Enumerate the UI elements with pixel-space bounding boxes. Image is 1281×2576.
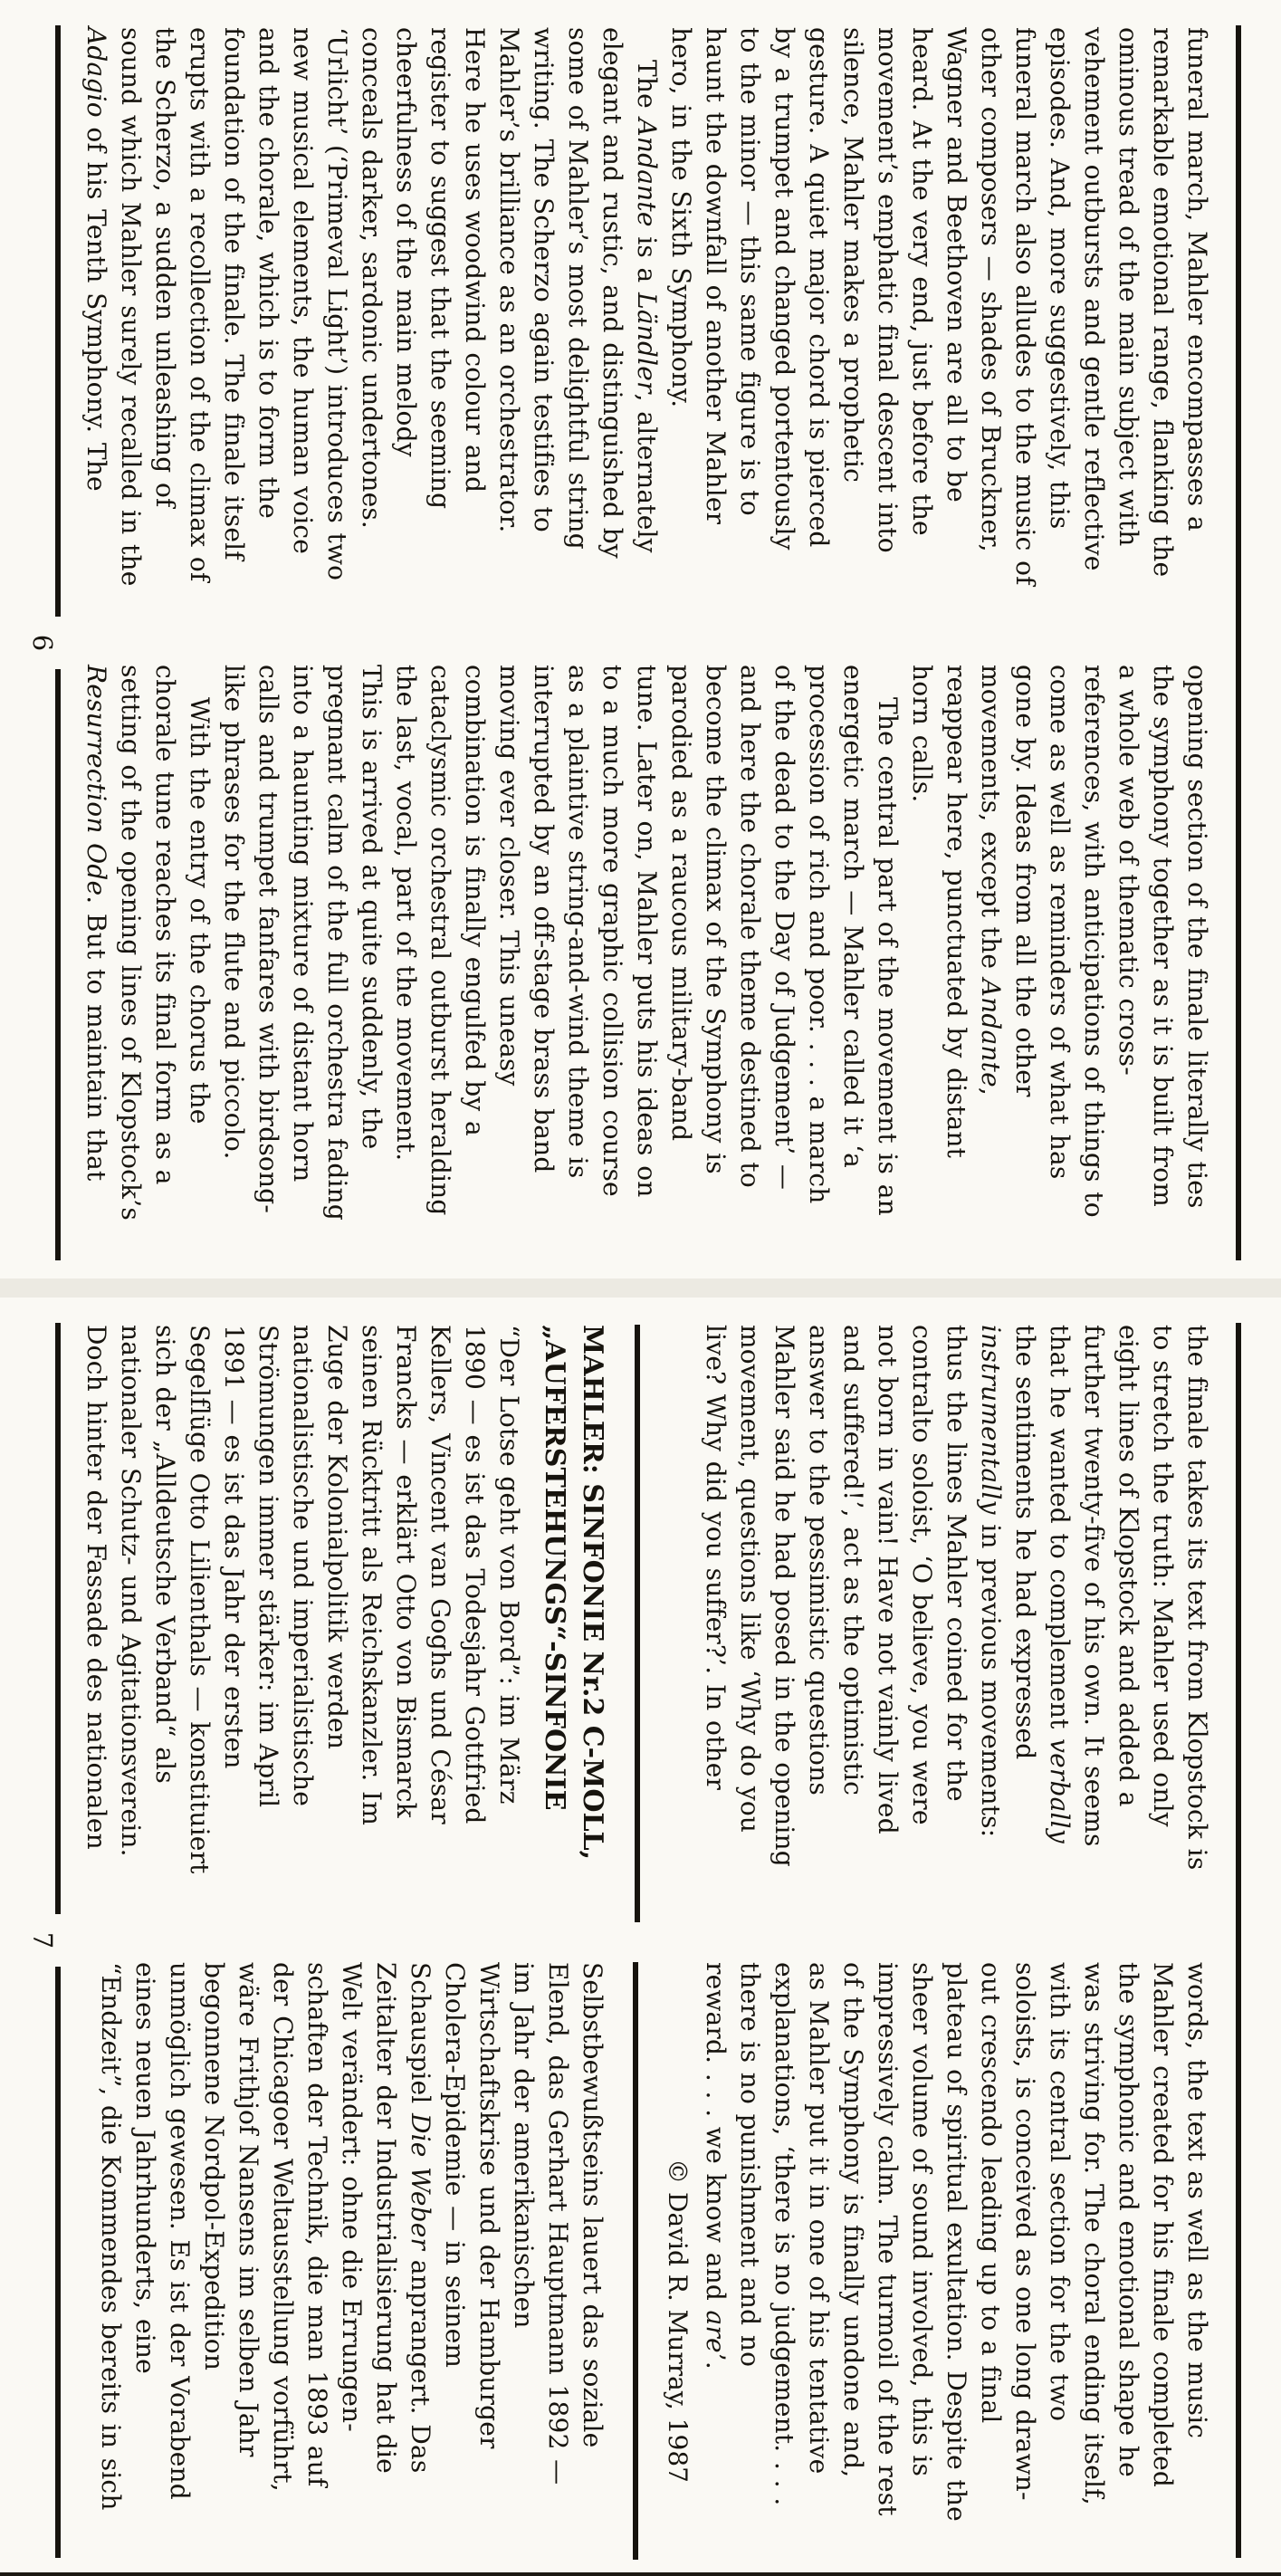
text-line: of the dead to the Day of Judgement’ — <box>770 665 799 1191</box>
text-line: pregnant calm of the full orchestra fading <box>322 665 352 1221</box>
text-line: there is no punishment and no <box>735 1962 765 2368</box>
text-line: The central part of the movement is an <box>873 697 903 1216</box>
text-line: the symphony together as it is built from <box>1148 665 1178 1207</box>
text-line: Mahler said he had posed in the opening <box>770 1325 799 1867</box>
text-line: to stretch the truth: Mahler used only <box>1148 1325 1178 1827</box>
page-6-column-1 <box>79 27 1214 625</box>
page-6 <box>0 0 1281 1278</box>
text-line: Francks — erklärt Otto von Bismarck <box>391 1325 421 1818</box>
page-6-column-2 <box>79 665 1214 1262</box>
text-line: moving ever closer. This uneasy <box>494 665 524 1087</box>
text-line: With the entry of the chorus the <box>185 697 215 1125</box>
text-line: This is arrived at quite suddenly, the <box>357 665 387 1150</box>
page-7-bottom-rule <box>27 1323 61 2558</box>
page-6-top-rule <box>1236 25 1241 1260</box>
section-divider-rule <box>633 1962 638 2560</box>
text-line: by a trumpet and changed portentously <box>770 27 799 551</box>
page-7-column-1 <box>79 1325 1214 1922</box>
text-line: episodes. And, more suggestively, this <box>1045 27 1075 530</box>
text-line: heard. At the very end, just before the <box>907 27 937 536</box>
text-line: gone by. Ideas from all the other <box>1010 665 1040 1097</box>
text-line: Segelflüge Otto Lilienthals — konstituiert <box>185 1325 215 1874</box>
text-line: of the Symphony is finally undone and, <box>838 1962 868 2478</box>
text-line: Zeitalter der Industrialisierung hat die <box>371 1962 401 2474</box>
text-line: out crescendo leading up to a final <box>976 1962 1006 2424</box>
page-7-column-2 <box>79 1962 1214 2560</box>
text-line: other composers — shades of Bruckner, <box>976 27 1006 552</box>
text-line: im Jahr der amerikanischen <box>509 1962 539 2329</box>
text-line: contralto soloist, ‘O believe, you were <box>907 1325 937 1825</box>
text-line: 1890 — es ist das Todesjahr Gottfried <box>460 1325 490 1824</box>
text-line: the last, vocal, part of the movement. <box>391 665 421 1162</box>
text-line: sheer volume of sound involved, this is <box>907 1962 937 2477</box>
page-6-columns <box>79 27 1214 1262</box>
text-line: references, with anticipations of things to <box>1079 665 1109 1218</box>
text-line: not born in vain! Have not vainly lived <box>873 1325 903 1834</box>
text-line: parodied as a raucous military-band <box>666 665 696 1142</box>
text-line: live? Why did you suffer?’. In other <box>701 1325 731 1791</box>
page-7-top-rule <box>1236 1323 1241 2558</box>
text-line: funeral march also alludes to the music of <box>1010 27 1040 586</box>
text-line: words, the text as well as the music <box>1182 1962 1212 2439</box>
text-line: the finale takes its text from Klopstock is <box>1182 1325 1212 1871</box>
text-line: answer to the pessimistic questions <box>804 1325 834 1796</box>
text-line: Here he uses woodwind colour and <box>460 27 490 493</box>
text-line: remarkable emotional range, flanking the <box>1148 27 1178 578</box>
page-7 <box>0 1298 1281 2576</box>
text-line: Wagner and Beethoven are all to be <box>942 27 971 503</box>
text-line: begonnene Nordpol-Expedition <box>199 1962 229 2371</box>
text-line: gesture. A quiet major chord is pierced <box>804 27 834 548</box>
text-line: the sentiments he had expressed <box>1010 1325 1040 1760</box>
text-line: as Mahler put it in one of his tentative <box>804 1962 834 2475</box>
text-line: movements, except the Andante, <box>976 665 1006 1096</box>
text-line: Mahler created for his finale completed <box>1148 1962 1178 2488</box>
author-credit: © David R. Murray, 1987 <box>663 2159 693 2483</box>
text-line: haunt the downfall of another Mahler <box>701 27 731 525</box>
text-line: to the minor — this same figure is to <box>735 27 765 516</box>
text-line: soloists, is conceived as one long drawn- <box>1010 1962 1040 2501</box>
text-line: opening section of the finale literally ties <box>1182 665 1212 1209</box>
text-line: silence, Mahler makes a prophetic <box>838 27 868 483</box>
text-line: Zuge der Kolonialpolitik werden <box>322 1325 352 1750</box>
section-heading-line: „AUFERSTEHUNGS“-SINFONIE <box>539 1325 570 1811</box>
rule-segment <box>55 1967 61 2558</box>
text-line: explanations, ‘there is no judgement. . . . <box>770 1962 799 2506</box>
text-line: writing. The Scherzo again testifies to <box>529 27 559 532</box>
text-line: to a much more graphic collision course <box>597 665 627 1197</box>
text-line: ominous tread of the main subject with <box>1114 27 1143 547</box>
text-line: cataclysmic orchestral outburst heralding <box>425 665 455 1216</box>
text-line: schaften der Technik, die man 1893 auf <box>302 1962 332 2487</box>
text-line: “Endzeit”, die Kommendes bereits in sich <box>96 1962 126 2511</box>
text-line: Doch hinter der Fassade des nationalen <box>81 1325 111 1850</box>
text-line: foundation of the finale. The finale itself <box>219 27 249 560</box>
text-line: and here the chorale theme destined to <box>735 665 765 1188</box>
section-divider-rule <box>635 1325 640 1922</box>
text-line: eight lines of Klopstock and added a <box>1114 1325 1143 1807</box>
text-line: conceals darker, sardonic undertones. <box>357 27 387 530</box>
text-line: wäre Frithjof Nansens im selben Jahr <box>234 1962 263 2457</box>
text-line: eines neuen Jahrhunderts, eine <box>130 1962 160 2374</box>
text-line: calls and trumpet fanfares with birdsong- <box>253 665 283 1213</box>
text-line: Kellers, Vincent van Goghs und César <box>425 1325 455 1824</box>
text-line: “Der Lotse geht von Bord”: im März <box>494 1325 524 1805</box>
text-line: was striving for. The choral ending itself, <box>1079 1962 1109 2505</box>
text-line: setting of the opening lines of Klopstock’s <box>116 665 146 1221</box>
text-line: become the climax of the Symphony is <box>701 665 731 1174</box>
text-line: nationalistische und imperialistische <box>288 1325 318 1807</box>
text-line: ‘Urlicht’ (‘Primeval Light’) introduces two <box>322 27 352 581</box>
text-line: as a plaintive string-and-wind theme is <box>563 665 593 1179</box>
text-line: seinen Rücktritt als Reichskanzler. Im <box>357 1325 387 1826</box>
text-line: elegant and rustic, and distinguished by <box>597 27 627 559</box>
text-line: movement’s emphatic final descent into <box>873 27 903 553</box>
text-line: with its central section for the two <box>1045 1962 1075 2422</box>
scan-edge <box>0 2572 1281 2576</box>
text-line: and the chorale, which is to form the <box>253 27 283 519</box>
text-line: impressively calm. The turmoil of the rest <box>873 1962 903 2516</box>
text-line: come as well as reminders of what has <box>1045 665 1075 1180</box>
text-line: sound which Mahler surely recalled in the <box>116 27 146 587</box>
page-6-bottom-rule <box>27 25 61 1260</box>
text-line: hero, in the Sixth Symphony. <box>666 27 696 408</box>
text-line: the Scherzo, a sudden unleashing of <box>150 27 180 508</box>
rule-segment <box>55 669 61 1260</box>
text-line: der Chicagoer Weltausstellung vorführt, <box>268 1962 298 2492</box>
text-line: like phrases for the flute and piccolo. <box>219 665 249 1160</box>
page-gutter <box>0 1278 1281 1298</box>
text-line: Selbstbewußtseins lauert das soziale <box>578 1962 607 2448</box>
text-line: thus the lines Mahler coined for the <box>942 1325 971 1802</box>
text-line: new musical elements, the human voice <box>288 27 318 555</box>
text-line: Cholera-Epidemie — in seinem <box>440 1962 470 2369</box>
section-heading-line: MAHLER: SINFONIE Nr.2 C-MOLL, <box>577 1325 608 1861</box>
text-line: register to suggest that the seeming <box>425 27 455 510</box>
text-line: further twenty-five of his own. It seems <box>1079 1325 1109 1847</box>
text-line: tune. Later on, Mahler puts his ideas on <box>632 665 662 1198</box>
text-line: Adagio of his Tenth Symphony. The <box>81 27 111 492</box>
text-line: instrumentally in previous movements: <box>976 1325 1006 1838</box>
text-line: horn calls. <box>907 665 937 803</box>
text-line: energetic march — Mahler called it ‘a <box>838 665 868 1168</box>
text-line: The Andante is a Ländler, alternately <box>632 60 662 553</box>
text-line: reappear here, punctuated by distant <box>942 665 971 1159</box>
text-line: unmöglich gewesen. Es ist der Vorabend <box>165 1962 195 2500</box>
text-line: cheerfulness of the main melody <box>391 27 421 457</box>
text-line: some of Mahler’s most delightful string <box>563 27 593 550</box>
text-line: into a haunting mixture of distant horn <box>288 665 318 1183</box>
text-line: vehement outbursts and gentle reflective <box>1079 27 1109 571</box>
text-line: funeral march, Mahler encompasses a <box>1182 27 1212 531</box>
text-line: chorale tune reaches its final form as a <box>150 665 180 1185</box>
text-line: nationaler Schutz- und Agitationsverein. <box>116 1325 146 1857</box>
section-heading <box>535 1325 611 1922</box>
text-line: combination is finally engulfed by a <box>460 665 490 1136</box>
text-line: Strömungen immer stärker: im April <box>253 1325 283 1808</box>
text-line: Welt verändert: ohne die Errungen- <box>337 1962 367 2432</box>
text-line: movement, questions like ‘Why do you <box>735 1325 765 1834</box>
text-line: reward. . . . we know and are’. <box>701 1962 731 2370</box>
text-line: sich der „Alldeutsche Verband“ als <box>150 1325 180 1784</box>
text-line: and suffered!’, act as the optimistic <box>838 1325 868 1796</box>
page-number-6: 6 <box>27 634 58 652</box>
text-line: Resurrection Ode. But to maintain that <box>81 665 111 1182</box>
text-line: erupts with a recollection of the climax of <box>185 27 215 582</box>
text-line: the symphonic and emotional shape he <box>1114 1962 1143 2477</box>
text-line: 1891 — es ist das Jahr der ersten <box>219 1325 249 1769</box>
rule-segment <box>55 25 61 617</box>
text-line: that he wanted to complement verbally <box>1045 1325 1075 1843</box>
text-line: procession of rich and poor. . . . a march <box>804 665 834 1204</box>
text-line: interrupted by an off-stage brass band <box>529 665 559 1173</box>
text-line: a whole web of thematic cross- <box>1114 665 1143 1076</box>
text-line: plateau of spiritual exultation. Despite the <box>942 1962 971 2522</box>
text-line: Elend, das Gerhart Hauptmann 1892 — <box>543 1962 573 2485</box>
text-line: Mahler’s brilliance as an orchestrator. <box>494 27 524 533</box>
text-line: Schauspiel Die Weber anprangert. Das <box>406 1962 435 2474</box>
text-line: Wirtschaftskrise und der Hamburger <box>474 1962 504 2449</box>
page-number-7: 7 <box>27 1931 58 1949</box>
page-7-columns <box>79 1325 1214 2560</box>
rule-segment <box>55 1323 61 1914</box>
